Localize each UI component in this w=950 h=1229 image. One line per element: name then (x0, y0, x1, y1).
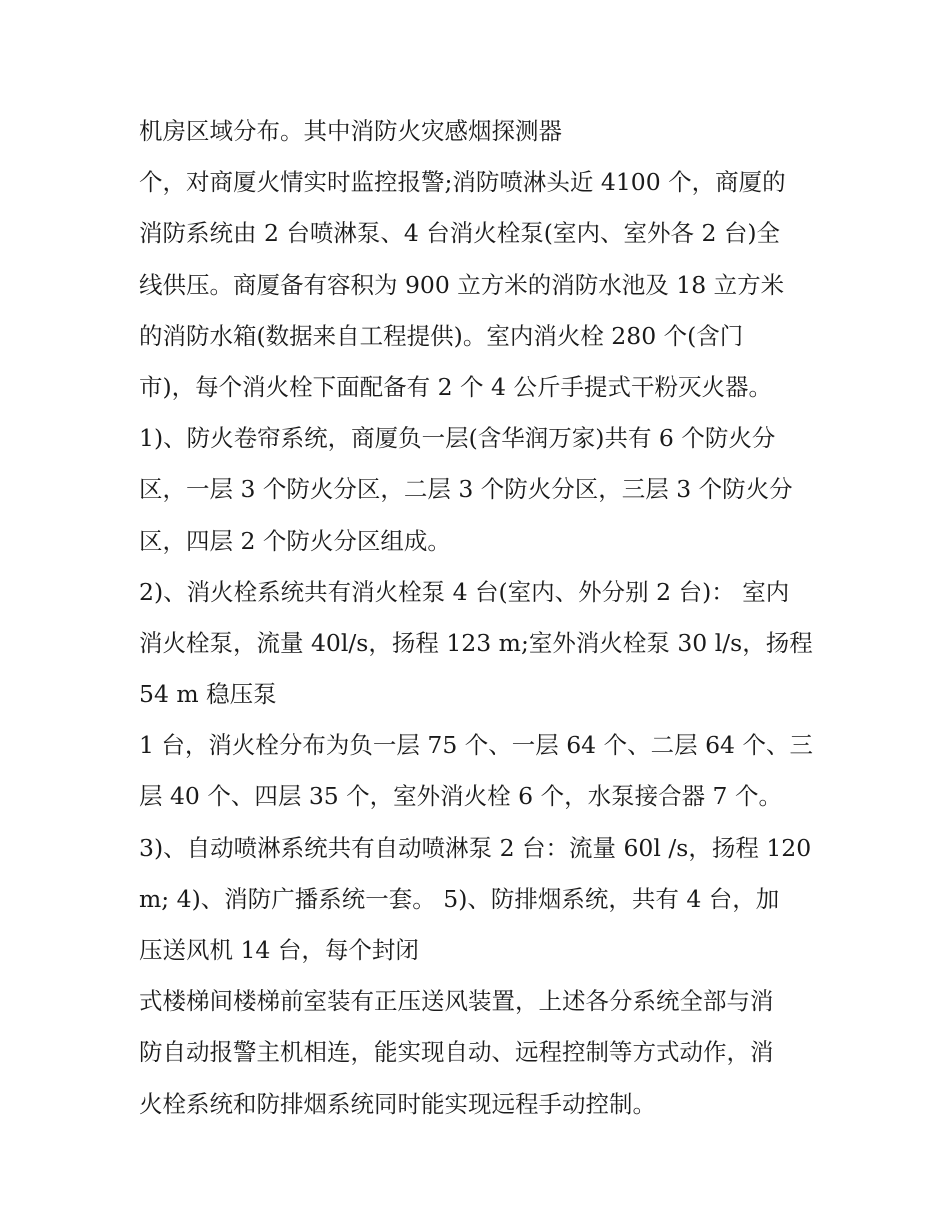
text-line: 1 台，消火栓分布为负一层 75 个、一层 64 个、二层 64 个、三 (139, 731, 813, 760)
document-body (139, 110, 829, 1134)
text-line: 压送风机 14 台，每个封闭 (139, 936, 419, 964)
text-line: 个，对商厦火情实时监控报警;消防喷淋头近 4100 个，商厦的 (139, 168, 786, 197)
text-line: 层 40 个、四层 35 个，室外消火栓 6 个，水泵接合器 7 个。 (139, 782, 782, 811)
text-line: 的消防水箱(数据来自工程提供)。室内消火栓 280 个(含门 (139, 321, 744, 350)
text-line: 2)、消火栓系统共有消火栓泵 4 台(室内、外分别 2 台)： 室内 (139, 577, 790, 606)
text-line: 1)、防火卷帘系统，商厦负一层(含华润万家)共有 6 个防火分 (139, 424, 776, 453)
text-line: 市)，每个消火栓下面配备有 2 个 4 公斤手提式干粉灭火器。 (139, 372, 772, 401)
text-line: m; 4)、消防广播系统一套。 5)、防排烟系统，共有 4 台，加 (139, 884, 780, 913)
text-line: 线供压。商厦备有容积为 900 立方米的消防水池及 18 立方米 (139, 270, 785, 299)
text-line: 防自动报警主机相连，能实现自动、远程控制等方式动作，消 (139, 1038, 774, 1067)
text-line: 消防系统由 2 台喷淋泵、4 台消火栓泵(室内、室外各 2 台)全 (139, 219, 781, 248)
text-line: 54 m 稳压泵 (139, 680, 277, 709)
text-line: 式楼梯间楼梯前室装有正压送风装置，上述各分系统全部与消 (139, 987, 774, 1016)
text-line: 消火栓泵，流量 40l/s，扬程 123 m;室外消火栓泵 30 l/s，扬程 (139, 628, 813, 657)
text-line: 机房区域分布。其中消防火灾感烟探测器 (139, 117, 562, 145)
text-line: 火栓系统和防排烟系统同时能实现远程手动控制。 (139, 1089, 656, 1118)
text-line: 区，四层 2 个防火分区组成。 (139, 526, 451, 555)
text-line: 区，一层 3 个防火分区，二层 3 个防火分区，三层 3 个防火分 (139, 475, 793, 504)
text-line: 3)、自动喷淋系统共有自动喷淋泵 2 台：流量 60l /s，扬程 120 (139, 833, 812, 862)
